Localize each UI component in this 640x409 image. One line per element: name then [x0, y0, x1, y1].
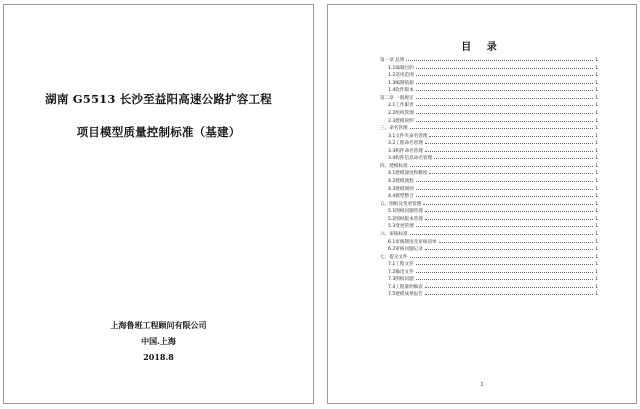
- toc-leader-dots: [416, 108, 593, 114]
- toc-leader-dots: [416, 63, 593, 69]
- toc-entry-page: 1: [595, 110, 598, 116]
- toc-entry[interactable]: [380, 289, 598, 297]
- toc-entry[interactable]: [380, 229, 598, 237]
- toc-entry-page: 1: [595, 284, 598, 290]
- toc-entry-label: 五、图纸及变更管理: [380, 201, 422, 207]
- toc-entry-label: 1.1编制目的: [388, 65, 414, 71]
- toc-entry-page: 1: [595, 133, 598, 139]
- toc-leader-dots: [406, 55, 593, 61]
- toc-entry-page: 1: [595, 247, 598, 253]
- toc-title: 目 录: [461, 42, 503, 53]
- toc-entry[interactable]: [380, 131, 598, 139]
- toc-entry-label: 7.2输出文件: [388, 269, 414, 275]
- toc-entry-label: 7.1工程文件: [388, 262, 414, 268]
- toc-entry[interactable]: [380, 237, 598, 245]
- toc-entry[interactable]: [380, 274, 598, 282]
- toc-entry-page: 1: [595, 186, 598, 192]
- toc-leader-dots: [416, 267, 593, 273]
- toc-entry-label: 5.3变更管理: [388, 224, 414, 230]
- toc-entry[interactable]: [380, 146, 598, 154]
- toc-entry-label: 7.5建模成果报告: [388, 292, 423, 298]
- toc-entry-page: 1: [595, 277, 598, 283]
- toc-entry-page: 1: [595, 163, 598, 169]
- toc-entry[interactable]: [380, 282, 598, 290]
- toc-list: [380, 55, 598, 297]
- toc-leader-dots: [410, 229, 593, 235]
- toc-entry-page: 1: [595, 95, 598, 101]
- toc-entry-label: 三、命名管理: [380, 126, 408, 132]
- toc-entry-page: 1: [595, 148, 598, 154]
- toc-entry-page: 1: [595, 171, 598, 177]
- toc-entry-label: 四、建模标准: [380, 163, 408, 169]
- toc-leader-dots: [416, 184, 593, 190]
- toc-entry-page: 1: [595, 156, 598, 162]
- toc-entry-label: 7.3图纸问题: [388, 277, 414, 283]
- toc-leader-dots: [416, 93, 593, 99]
- toc-entry-page: 1: [595, 292, 598, 298]
- toc-entry[interactable]: [380, 221, 598, 229]
- toc-leader-dots: [416, 116, 593, 122]
- toc-entry[interactable]: [380, 214, 598, 222]
- toc-entry[interactable]: [380, 123, 598, 131]
- toc-entry-label: 3.3构件命名管理: [388, 148, 423, 154]
- toc-entry[interactable]: [380, 85, 598, 93]
- toc-entry[interactable]: [380, 184, 598, 192]
- toc-entry-label: 4.3建模细则: [388, 186, 414, 192]
- toc-page: [327, 4, 637, 404]
- toc-entry-page: 1: [595, 231, 598, 237]
- toc-leader-dots: [425, 244, 593, 250]
- cover-title: 湖南 G5513 长沙至益阳高速公路扩容工程: [45, 92, 272, 106]
- toc-leader-dots: [410, 123, 593, 129]
- toc-entry-page: 1: [595, 58, 598, 63]
- toc-entry-page: 1: [595, 201, 598, 207]
- toc-entry-label: 3.1文件夹命名管理: [388, 133, 428, 139]
- toc-entry-page: 1: [595, 118, 598, 124]
- toc-entry-label: 6.1审核制度及审核清单: [388, 239, 437, 245]
- toc-entry-label: 第二章 一般规定: [380, 95, 414, 101]
- toc-leader-dots: [416, 78, 593, 84]
- toc-entry-label: 3.4构件信息命名管理: [388, 156, 433, 162]
- toc-entry-label: 2.1工作职责: [388, 103, 414, 109]
- toc-leader-dots: [434, 153, 593, 159]
- toc-entry-label: 第一章 总则: [380, 58, 405, 63]
- toc-entry[interactable]: [380, 244, 598, 252]
- toc-entry-label: 七、提交文件: [380, 254, 408, 260]
- toc-leader-dots: [425, 214, 593, 220]
- toc-entry-page: 1: [595, 103, 598, 109]
- toc-entry-label: 7.4工程量明细表: [388, 284, 423, 290]
- toc-entry-label: 1.3编制依据: [388, 80, 414, 86]
- toc-entry-label: 5.2图纸版本管理: [388, 216, 423, 222]
- toc-entry-page: 1: [595, 80, 598, 86]
- toc-entry[interactable]: [380, 259, 598, 267]
- toc-entry-page: 1: [595, 262, 598, 268]
- toc-entry-page: 1: [595, 73, 598, 79]
- toc-leader-dots: [410, 252, 593, 258]
- toc-entry-label: 1.2适用范围: [388, 73, 414, 79]
- toc-leader-dots: [429, 131, 593, 137]
- toc-entry[interactable]: [380, 161, 598, 169]
- toc-leader-dots: [429, 168, 593, 174]
- toc-entry-page: 1: [595, 194, 598, 200]
- toc-entry[interactable]: [380, 63, 598, 71]
- cover-location: 中国.上海: [141, 336, 176, 346]
- toc-entry-label: 2.2组织管理: [388, 110, 414, 116]
- cover-page: [3, 4, 314, 404]
- page-number: 1: [480, 382, 484, 388]
- cover-subtitle: 项目模型质量控制标准（基建）: [76, 125, 241, 139]
- toc-leader-dots: [425, 206, 593, 212]
- toc-entry-page: 1: [595, 65, 598, 71]
- cover-date: 2018.8: [143, 352, 174, 362]
- toc-entry[interactable]: [380, 252, 598, 260]
- toc-leader-dots: [416, 221, 593, 227]
- toc-leader-dots: [439, 237, 593, 243]
- toc-leader-dots: [416, 259, 593, 265]
- toc-entry-page: 1: [595, 269, 598, 275]
- toc-entry[interactable]: [380, 116, 598, 124]
- toc-entry-page: 1: [595, 216, 598, 222]
- toc-leader-dots: [425, 146, 593, 152]
- toc-entry-label: 4.2建模流程: [388, 179, 414, 184]
- toc-leader-dots: [416, 191, 593, 197]
- toc-entry-label: 六、审核标准: [380, 231, 408, 237]
- toc-entry[interactable]: [380, 206, 598, 214]
- toc-entry-page: 1: [595, 209, 598, 215]
- toc-entry[interactable]: [380, 191, 598, 199]
- toc-entry-label: 3.2工程命名管理: [388, 141, 423, 147]
- toc-entry[interactable]: [380, 78, 598, 86]
- toc-entry-page: 1: [595, 179, 598, 184]
- toc-entry[interactable]: [380, 138, 598, 146]
- toc-entry-page: 1: [595, 224, 598, 230]
- toc-entry[interactable]: [380, 55, 598, 63]
- toc-entry[interactable]: [380, 267, 598, 275]
- toc-entry[interactable]: [380, 108, 598, 116]
- toc-leader-dots: [416, 70, 593, 76]
- toc-entry[interactable]: [380, 70, 598, 78]
- toc-leader-dots: [425, 138, 593, 144]
- toc-entry[interactable]: [380, 176, 598, 184]
- toc-entry[interactable]: [380, 153, 598, 161]
- toc-leader-dots: [425, 282, 593, 288]
- toc-entry[interactable]: [380, 199, 598, 207]
- toc-entry-label: 4.4模型整合: [388, 194, 414, 200]
- toc-leader-dots: [416, 274, 593, 280]
- toc-leader-dots: [425, 289, 593, 295]
- toc-leader-dots: [416, 85, 593, 91]
- toc-entry[interactable]: [380, 100, 598, 108]
- toc-entry-label: 4.1建模深度和精度: [388, 171, 428, 177]
- toc-leader-dots: [416, 100, 593, 106]
- toc-entry-label: 5.1图纸问题管理: [388, 209, 423, 215]
- toc-entry-page: 1: [595, 88, 598, 94]
- toc-entry-page: 1: [595, 126, 598, 132]
- toc-entry-label: 1.4软件版本: [388, 88, 414, 94]
- toc-entry-page: 1: [595, 239, 598, 245]
- toc-entry-label: 2.3建模说明: [388, 118, 414, 124]
- toc-leader-dots: [423, 199, 593, 205]
- cover-company: 上海鲁班工程顾问有限公司: [110, 320, 207, 330]
- toc-entry-label: 6.2审核问题记录: [388, 247, 423, 253]
- toc-entry-page: 1: [595, 141, 598, 147]
- toc-entry[interactable]: [380, 168, 598, 176]
- toc-entry[interactable]: [380, 93, 598, 101]
- toc-leader-dots: [416, 176, 593, 182]
- toc-entry-page: 1: [595, 254, 598, 260]
- toc-leader-dots: [410, 161, 593, 167]
